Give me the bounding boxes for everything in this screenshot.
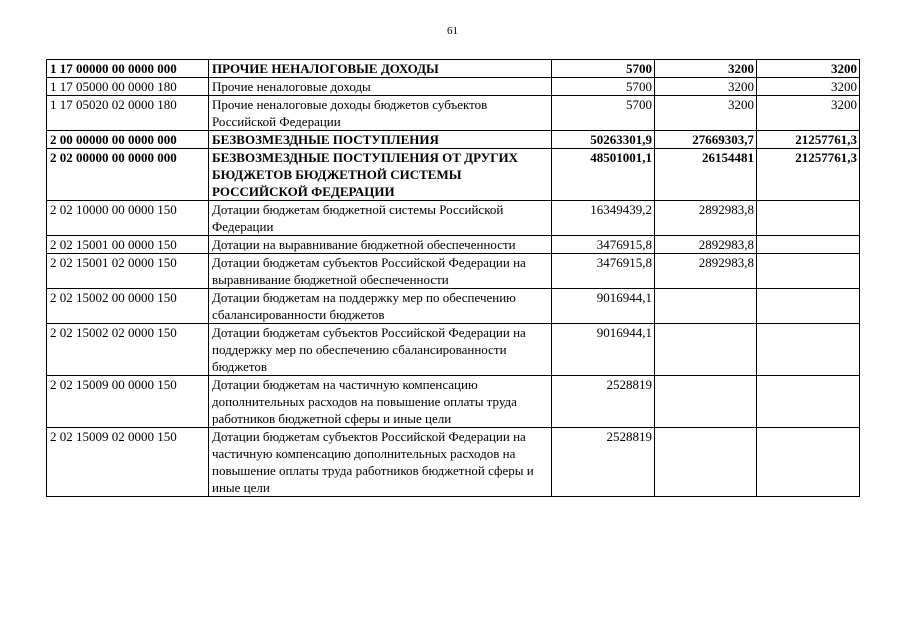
amount-3-cell [757, 376, 860, 428]
budget-code-cell: 2 02 10000 00 0000 150 [47, 201, 209, 236]
budget-code-cell: 2 00 00000 00 0000 000 [47, 131, 209, 149]
amount-3-cell: 3200 [757, 60, 860, 78]
amount-3-cell: 21257761,3 [757, 131, 860, 149]
line-name-cell: ПРОЧИЕ НЕНАЛОГОВЫЕ ДОХОДЫ [209, 60, 552, 78]
table-row [47, 376, 860, 428]
amount-1-cell: 48501001,1 [552, 149, 655, 201]
amount-1-cell: 16349439,2 [552, 201, 655, 236]
budget-table-body [47, 60, 860, 497]
budget-code-cell: 2 02 15001 02 0000 150 [47, 254, 209, 289]
budget-code-cell: 2 02 00000 00 0000 000 [47, 149, 209, 201]
amount-2-cell [655, 376, 757, 428]
table-row [47, 78, 860, 96]
amount-2-cell: 26154481 [655, 149, 757, 201]
amount-1-cell: 9016944,1 [552, 289, 655, 324]
amount-2-cell [655, 289, 757, 324]
amount-2-cell: 3200 [655, 78, 757, 96]
line-name-cell: Дотации бюджетам субъектов Российской Федерации на поддержку мер по обеспечению сбалансированности бюджетов [209, 324, 552, 376]
budget-code-cell: 1 17 05000 00 0000 180 [47, 78, 209, 96]
amount-2-cell [655, 324, 757, 376]
table-row [47, 324, 860, 376]
amount-1-cell: 5700 [552, 60, 655, 78]
line-name-cell: Дотации бюджетам на частичную компенсацию дополнительных расходов на повышение оплаты труда работников бюджетной сферы и иные цели [209, 376, 552, 428]
table-row [47, 201, 860, 236]
amount-1-cell: 3476915,8 [552, 254, 655, 289]
line-name-cell: Дотации бюджетам субъектов Российской Федерации на частичную компенсацию дополнительных расходов на повышение оплаты труда работников бюджетной сферы и иные цели [209, 428, 552, 497]
line-name-cell: Прочие неналоговые доходы бюджетов субъектов Российской Федерации [209, 96, 552, 131]
amount-1-cell: 5700 [552, 96, 655, 131]
table-row [47, 236, 860, 254]
budget-code-cell: 2 02 15001 00 0000 150 [47, 236, 209, 254]
budget-code-cell: 2 02 15009 02 0000 150 [47, 428, 209, 497]
amount-3-cell [757, 324, 860, 376]
amount-1-cell: 9016944,1 [552, 324, 655, 376]
amount-1-cell: 3476915,8 [552, 236, 655, 254]
line-name-cell: Прочие неналоговые доходы [209, 78, 552, 96]
budget-code-cell: 2 02 15009 00 0000 150 [47, 376, 209, 428]
table-row [47, 96, 860, 131]
line-name-cell: БЕЗВОЗМЕЗДНЫЕ ПОСТУПЛЕНИЯ ОТ ДРУГИХ БЮДЖЕТОВ БЮДЖЕТНОЙ СИСТЕМЫ РОССИЙСКОЙ ФЕДЕРАЦИИ [209, 149, 552, 201]
amount-3-cell: 3200 [757, 96, 860, 131]
line-name-cell: Дотации бюджетам на поддержку мер по обеспечению сбалансированности бюджетов [209, 289, 552, 324]
table-row [47, 254, 860, 289]
amount-3-cell: 3200 [757, 78, 860, 96]
amount-2-cell: 2892983,8 [655, 201, 757, 236]
amount-2-cell: 27669303,7 [655, 131, 757, 149]
table-row [47, 289, 860, 324]
amount-2-cell: 3200 [655, 60, 757, 78]
budget-code-cell: 1 17 05020 02 0000 180 [47, 96, 209, 131]
line-name-cell: Дотации на выравнивание бюджетной обеспеченности [209, 236, 552, 254]
amount-3-cell [757, 201, 860, 236]
budget-code-cell: 2 02 15002 02 0000 150 [47, 324, 209, 376]
budget-code-cell: 1 17 00000 00 0000 000 [47, 60, 209, 78]
amount-2-cell [655, 428, 757, 497]
page-number: 61 [447, 25, 458, 37]
amount-3-cell [757, 289, 860, 324]
amount-2-cell: 2892983,8 [655, 254, 757, 289]
amount-2-cell: 3200 [655, 96, 757, 131]
table-row [47, 428, 860, 497]
amount-1-cell: 5700 [552, 78, 655, 96]
amount-3-cell: 21257761,3 [757, 149, 860, 201]
amount-1-cell: 2528819 [552, 428, 655, 497]
line-name-cell: Дотации бюджетам бюджетной системы Российской Федерации [209, 201, 552, 236]
amount-3-cell [757, 236, 860, 254]
table-row [47, 131, 860, 149]
table-row [47, 149, 860, 201]
line-name-cell: Дотации бюджетам субъектов Российской Федерации на выравнивание бюджетной обеспеченности [209, 254, 552, 289]
budget-code-cell: 2 02 15002 00 0000 150 [47, 289, 209, 324]
table-row [47, 60, 860, 78]
line-name-cell: БЕЗВОЗМЕЗДНЫЕ ПОСТУПЛЕНИЯ [209, 131, 552, 149]
amount-3-cell [757, 428, 860, 497]
budget-table [46, 59, 860, 497]
amount-1-cell: 50263301,9 [552, 131, 655, 149]
amount-3-cell [757, 254, 860, 289]
amount-1-cell: 2528819 [552, 376, 655, 428]
amount-2-cell: 2892983,8 [655, 236, 757, 254]
